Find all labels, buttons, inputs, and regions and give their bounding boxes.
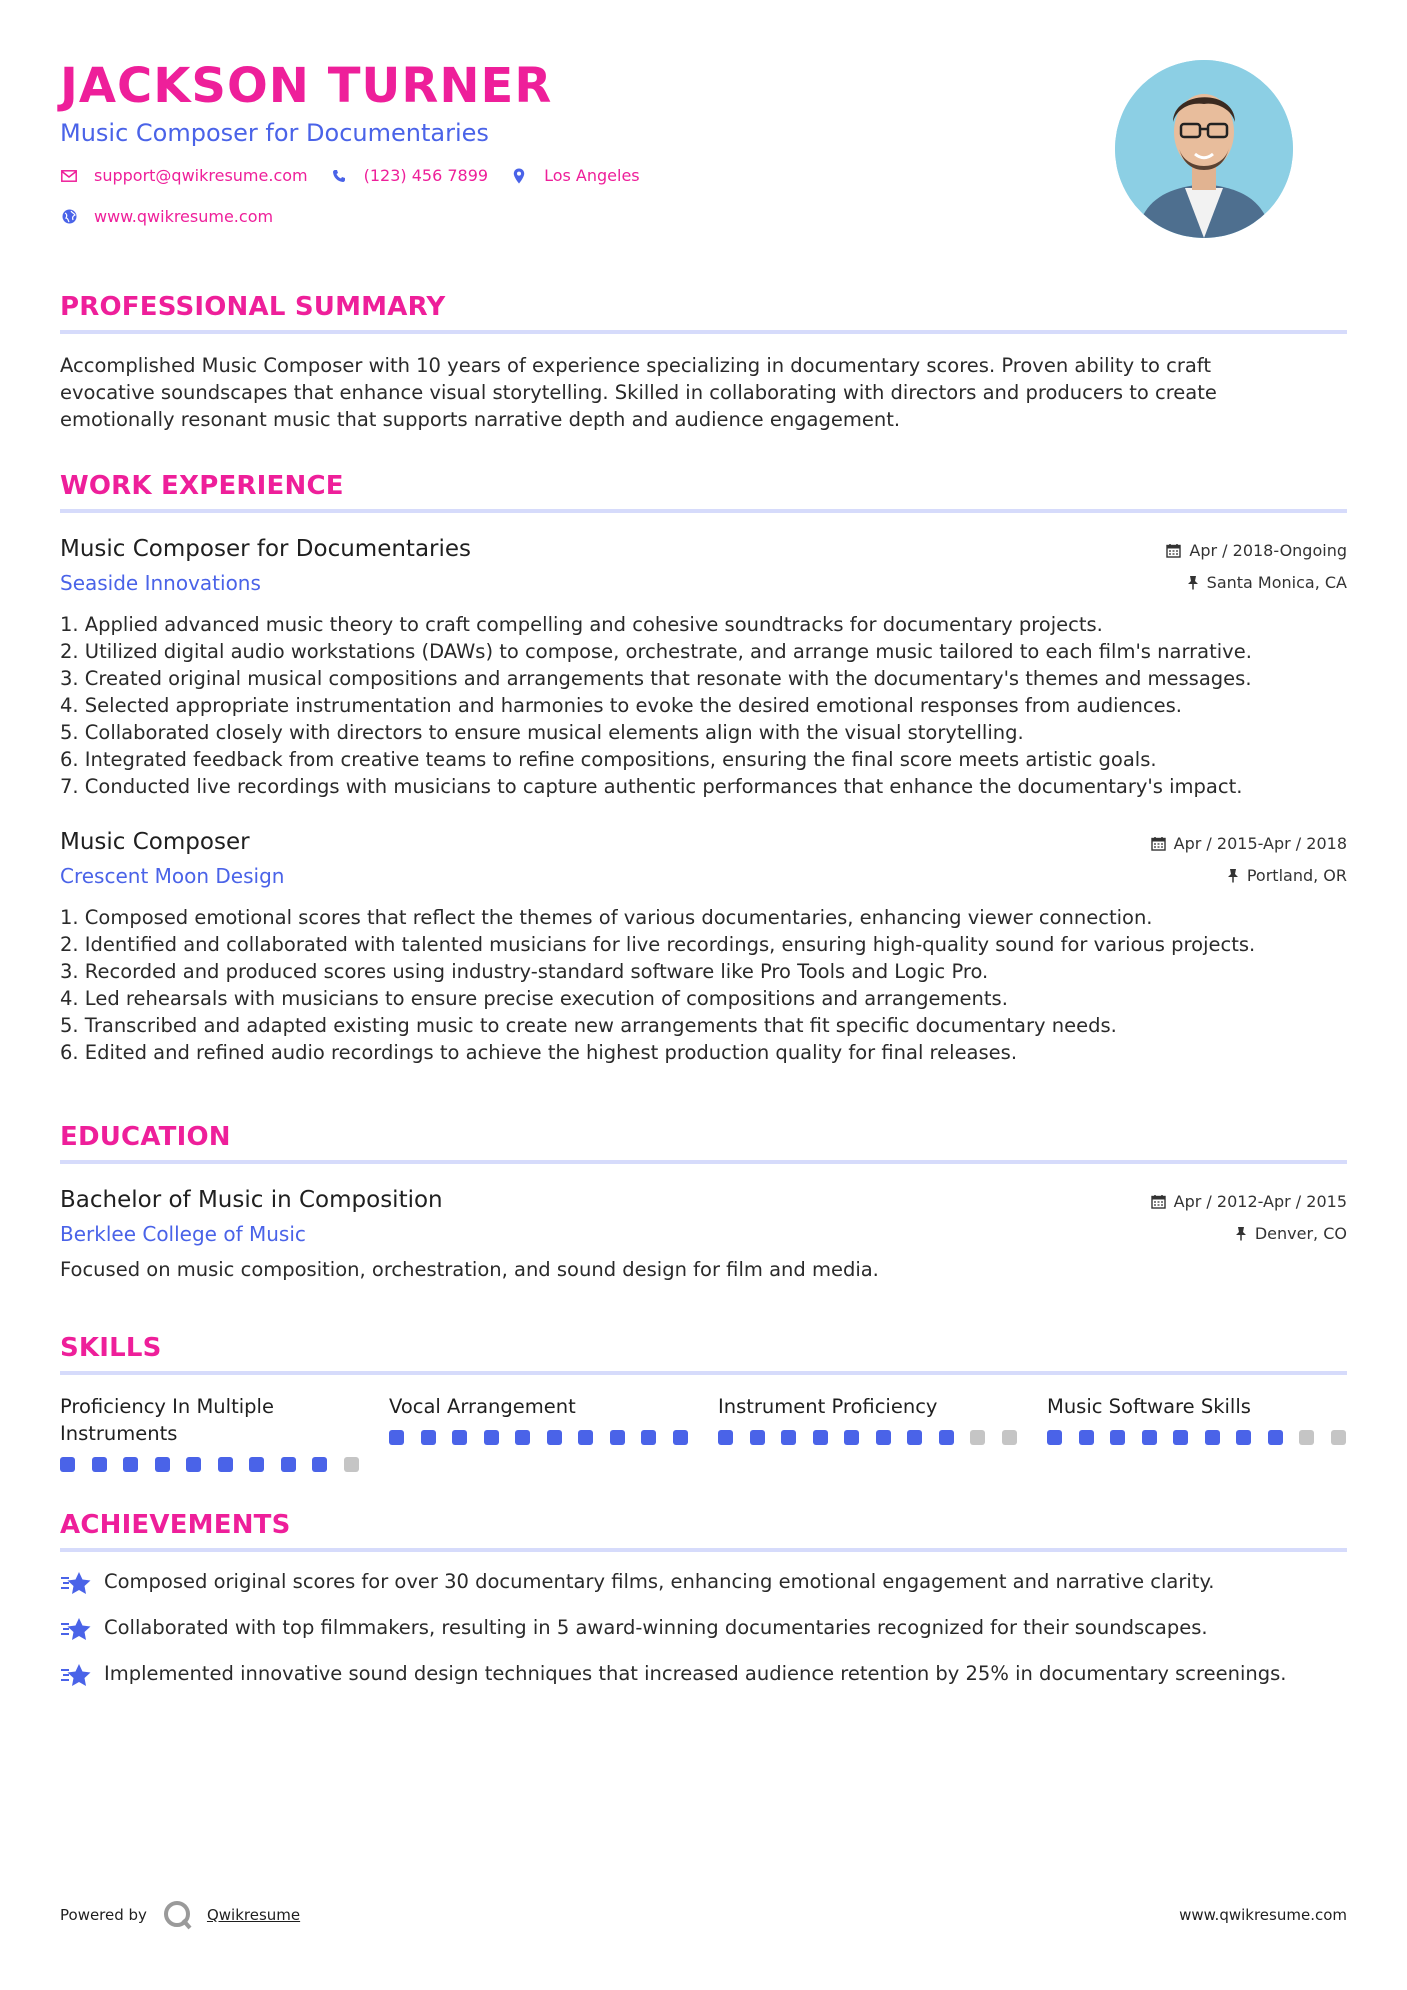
rating-dot-filled [312, 1457, 327, 1472]
rating-dot-filled [750, 1430, 765, 1445]
job-bullet: 6. Integrated feedback from creative teams to refine compositions, ensuring the final score meets artistic goals. [60, 748, 1157, 771]
rating-dot-filled [673, 1430, 688, 1445]
job-company: Seaside Innovations [60, 571, 261, 595]
education-section [60, 1122, 1347, 1283]
rating-dot-filled [876, 1430, 891, 1445]
education-heading: EDUCATION [60, 1122, 1347, 1164]
rating-dot-filled [939, 1430, 954, 1445]
job-header [60, 826, 1347, 890]
job-bullet: 1. Composed emotional scores that reflect the themes of various documentaries, enhancing viewer connection. [60, 906, 1153, 929]
job-bullets [60, 904, 1347, 1066]
rating-dot-filled [813, 1430, 828, 1445]
rating-dot-filled [1205, 1430, 1220, 1445]
job-location [1151, 864, 1347, 886]
rating-dot-empty [1299, 1430, 1314, 1445]
education-header [60, 1184, 1347, 1248]
school-name: Berklee College of Music [60, 1222, 306, 1246]
education-location-text: Denver, CO [1254, 1223, 1347, 1243]
job-entry [60, 533, 1347, 800]
summary-line: evocative soundscapes that enhance visual storytelling. Skilled in collaborating with directors and producers to create [60, 381, 1217, 404]
education-entry [60, 1184, 1347, 1283]
rating-dot-filled [515, 1430, 530, 1445]
website-text: www.qwikresume.com [94, 207, 274, 226]
star-icon [60, 1662, 92, 1690]
rating-dot-empty [1331, 1430, 1346, 1445]
rating-dot-filled [578, 1430, 593, 1445]
rating-dot-filled [218, 1457, 233, 1472]
rating-dot-filled [60, 1457, 75, 1472]
rating-dot-filled [1236, 1430, 1251, 1445]
degree-title: Bachelor of Music in Composition [60, 1187, 443, 1213]
phone-icon [330, 167, 348, 185]
skill-item [389, 1393, 689, 1472]
powered-by-label: Powered by [60, 1906, 147, 1924]
achievements-section [60, 1510, 1347, 1690]
skill-name: Music Software Skills [1047, 1395, 1251, 1418]
rating-dot-filled [186, 1457, 201, 1472]
rating-dot-filled [123, 1457, 138, 1472]
education-dates [1151, 1190, 1347, 1212]
job-dates-text: Apr / 2015-Apr / 2018 [1173, 833, 1347, 853]
achievement-item [60, 1660, 1347, 1690]
envelope-icon [60, 167, 78, 185]
job-company: Crescent Moon Design [60, 864, 285, 888]
rating-dot-filled [781, 1430, 796, 1445]
achievement-item [60, 1568, 1347, 1598]
achievements-heading: ACHIEVEMENTS [60, 1510, 1347, 1552]
job-bullet: 2. Identified and collaborated with talented musicians for live recordings, ensuring high-quality sound for various projects. [60, 933, 1256, 956]
summary-line: Accomplished Music Composer with 10 years of experience specializing in documentary scores. Proven ability to craft [60, 354, 1211, 377]
skill-name: Proficiency In Multiple Instruments [60, 1395, 274, 1445]
rating-dot-empty [970, 1430, 985, 1445]
profile-photo [1115, 60, 1293, 238]
job-dates-text: Apr / 2018-Ongoing [1189, 540, 1347, 560]
job-title: Music Composer [60, 829, 250, 855]
calendar-icon [1151, 1194, 1166, 1209]
rating-dot-filled [1110, 1430, 1125, 1445]
pushpin-icon [1187, 575, 1199, 590]
powered-by [60, 1900, 300, 1930]
resume-header [60, 0, 1347, 258]
skill-rating [718, 1430, 1018, 1445]
map-pin-icon [510, 167, 528, 185]
rating-dot-filled [92, 1457, 107, 1472]
job-bullet: 4. Led rehearsals with musicians to ensure precise execution of compositions and arrangements. [60, 987, 1008, 1010]
skill-rating [389, 1430, 689, 1445]
skill-rating [1047, 1430, 1347, 1445]
rating-dot-filled [452, 1430, 467, 1445]
email-text: support@qwikresume.com [94, 166, 308, 185]
qwikresume-logo-icon [163, 1900, 193, 1930]
star-icon [60, 1570, 92, 1598]
job-bullet: 3. Recorded and produced scores using industry-standard software like Pro Tools and Logic Pro. [60, 960, 989, 983]
job-location [1166, 571, 1347, 593]
rating-dot-filled [281, 1457, 296, 1472]
candidate-name: JACKSON TURNER [60, 58, 553, 114]
skill-name: Vocal Arrangement [389, 1395, 576, 1418]
rating-dot-filled [907, 1430, 922, 1445]
candidate-role: Music Composer for Documentaries [60, 119, 489, 147]
calendar-icon [1151, 836, 1166, 851]
rating-dot-filled [1079, 1430, 1094, 1445]
pushpin-icon [1227, 868, 1239, 883]
contact-phone[interactable] [330, 166, 488, 185]
rating-dot-filled [1142, 1430, 1157, 1445]
skill-rating [60, 1457, 360, 1472]
brand-link[interactable]: Qwikresume [206, 1906, 301, 1924]
job-title: Music Composer for Documentaries [60, 536, 472, 562]
rating-dot-filled [1173, 1430, 1188, 1445]
job-bullet: 6. Edited and refined audio recordings to achieve the highest production quality for final releases. [60, 1041, 1018, 1064]
job-bullet: 1. Applied advanced music theory to craft compelling and cohesive soundtracks for documentary projects. [60, 613, 1103, 636]
skill-item [1047, 1393, 1347, 1472]
job-bullet: 3. Created original musical compositions and arrangements that resonate with the documentary's themes and messages. [60, 667, 1252, 690]
job-location-text: Santa Monica, CA [1206, 572, 1347, 592]
job-bullet: 2. Utilized digital audio workstations (DAWs) to compose, orchestrate, and arrange music tailored to each film's narrative. [60, 640, 1252, 663]
summary-text [60, 352, 1347, 433]
contact-location [510, 166, 640, 185]
job-bullet: 5. Transcribed and adapted existing music to create new arrangements that fit specific documentary needs. [60, 1014, 1117, 1037]
job-entry [60, 826, 1347, 1066]
location-text: Los Angeles [544, 166, 640, 185]
rating-dot-filled [421, 1430, 436, 1445]
achievement-text: Implemented innovative sound design techniques that increased audience retention by 25% in documentary screenings. [104, 1662, 1287, 1685]
skill-name: Instrument Proficiency [718, 1395, 938, 1418]
rating-dot-filled [718, 1430, 733, 1445]
rating-dot-filled [641, 1430, 656, 1445]
skills-grid [60, 1393, 1347, 1472]
experience-section [60, 471, 1347, 1066]
rating-dot-filled [389, 1430, 404, 1445]
job-bullet: 5. Collaborated closely with directors to ensure musical elements align with the visual storytelling. [60, 721, 1024, 744]
globe-icon [60, 208, 78, 226]
education-location [1151, 1222, 1347, 1244]
job-meta [1166, 533, 1347, 593]
achievements-list [60, 1568, 1347, 1690]
skills-heading: SKILLS [60, 1333, 1347, 1375]
job-bullet: 4. Selected appropriate instrumentation and harmonies to evoke the desired emotional responses from audiences. [60, 694, 1182, 717]
rating-dot-filled [249, 1457, 264, 1472]
contact-website[interactable] [60, 207, 273, 226]
pushpin-icon [1235, 1226, 1247, 1241]
footer-website[interactable]: www.qwikresume.com [1179, 1906, 1347, 1924]
job-location-text: Portland, OR [1246, 865, 1347, 885]
education-dates-text: Apr / 2012-Apr / 2015 [1173, 1191, 1347, 1211]
rating-dot-filled [1047, 1430, 1062, 1445]
rating-dot-filled [1268, 1430, 1283, 1445]
summary-line: emotionally resonant music that supports narrative depth and audience engagement. [60, 408, 901, 431]
contact-email[interactable] [60, 166, 308, 185]
job-dates [1166, 539, 1347, 561]
calendar-icon [1166, 543, 1181, 558]
job-dates [1151, 832, 1347, 854]
education-meta [1151, 1184, 1347, 1244]
skill-item [60, 1393, 360, 1472]
job-meta [1151, 826, 1347, 886]
page-footer [60, 1900, 1347, 1930]
skills-section [60, 1333, 1347, 1472]
rating-dot-filled [484, 1430, 499, 1445]
job-bullets [60, 611, 1347, 800]
job-header [60, 533, 1347, 597]
job-bullet: 7. Conducted live recordings with musicians to capture authentic performances that enhance the documentary's impact. [60, 775, 1243, 798]
summary-section [60, 292, 1347, 433]
phone-text: (123) 456 7899 [363, 166, 489, 185]
rating-dot-filled [610, 1430, 625, 1445]
education-description: Focused on music composition, orchestration, and sound design for film and media. [60, 1258, 879, 1281]
star-icon [60, 1616, 92, 1644]
achievement-text: Composed original scores for over 30 documentary films, enhancing emotional engagement and narrative clarity. [104, 1570, 1215, 1593]
rating-dot-empty [1002, 1430, 1017, 1445]
experience-heading: WORK EXPERIENCE [60, 471, 1347, 513]
rating-dot-filled [155, 1457, 170, 1472]
skill-item [718, 1393, 1018, 1472]
achievement-item [60, 1614, 1347, 1644]
summary-heading: PROFESSIONAL SUMMARY [60, 292, 1347, 334]
rating-dot-empty [344, 1457, 359, 1472]
rating-dot-filled [547, 1430, 562, 1445]
rating-dot-filled [844, 1430, 859, 1445]
achievement-text: Collaborated with top filmmakers, resulting in 5 award-winning documentaries recognized for their soundscapes. [104, 1616, 1208, 1639]
